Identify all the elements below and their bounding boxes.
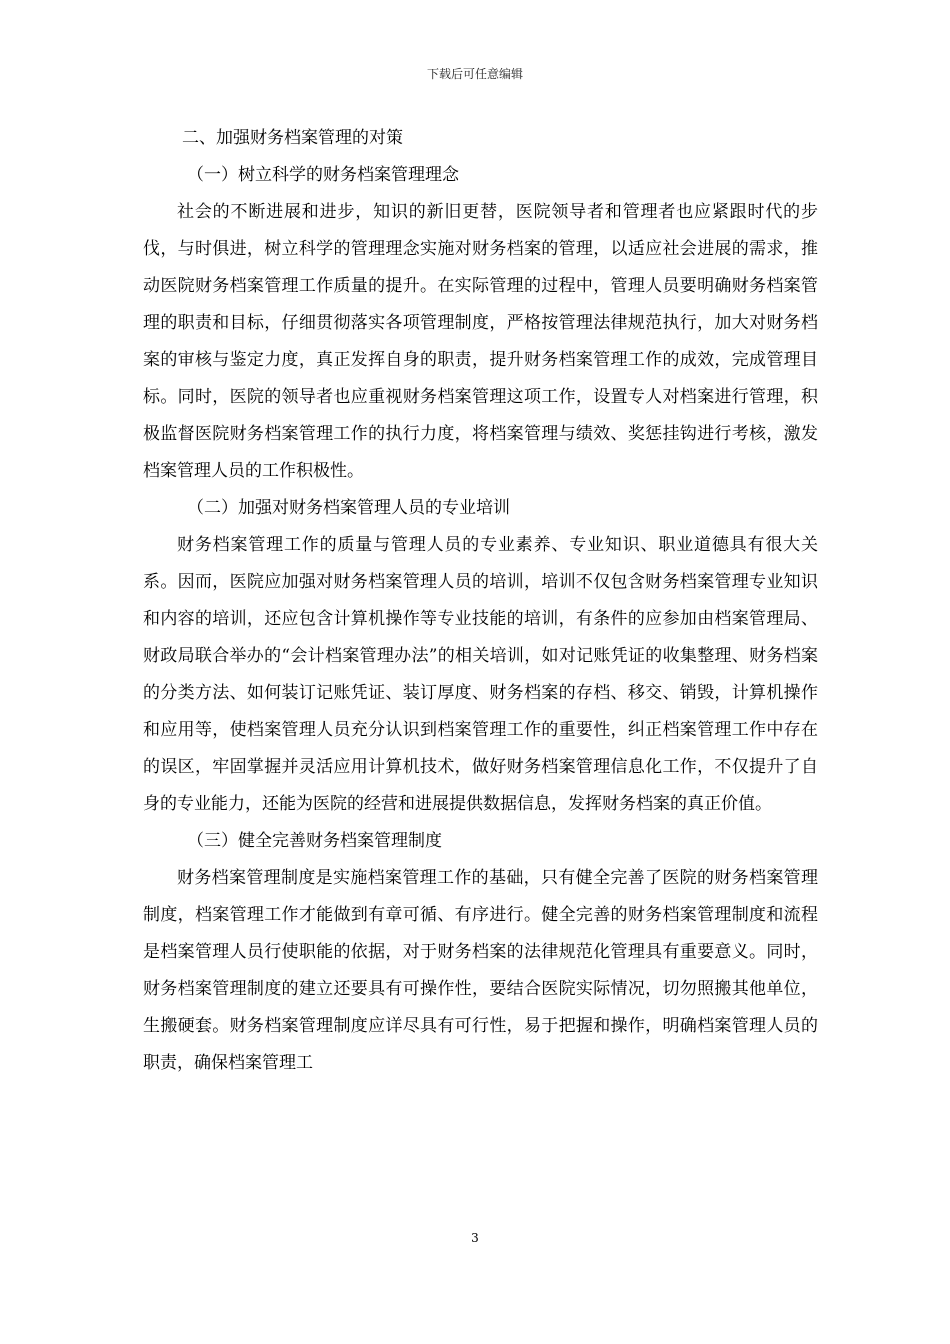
page-number: 3 xyxy=(471,1231,479,1245)
page-header-note: 下载后可任意编辑 xyxy=(426,67,523,81)
paragraph-3: 财务档案管理制度是实施档案管理工作的基础，只有健全完善了医院的财务档案管理制度，档案管理工作才能做到有章可循、有序进行。健全完善的财务档案管理制度和流程是档案管理人员行使职能的依据，对于财务档案的法律规范化管理具有重要意义。同时，财务档案管理制度的建立还要具有可操作性，要结合医院实际情况，切勿照搬其他单位，生搬硬套。财务档案管理制度应详尽具有可行性，易于把握和操作，明确档案管理人员的职责，确保档案管理工 xyxy=(143,868,818,1073)
section-title: 二、加强财务档案管理的对策 xyxy=(182,128,403,148)
paragraph-2: 财务档案管理工作的质量与管理人员的专业素养、专业知识、职业道德具有很大关系。因而，医院应加强对财务档案管理人员的培训，培训不仅包含财务档案管理专业知识和内容的培训，还应包含计算机操作等专业技能的培训，有条件的应参加由档案管理局、财政局联合举办的“会计档案管理办法”的相关培训，如对记账凭证的收集整理、财务档案的分类方法、如何装订记账凭证、装订厚度、财务档案的存档、移交、销毁，计算机操作和应用等，使档案管理人员充分认识到档案管理工作的重要性，纠正档案管理工作中存在的误区，牢固掌握并灵活应用计算机技术，做好财务档案管理信息化工作，不仅提升了自身的专业能力，还能为医院的经营和进展提供数据信息，发挥财务档案的真正价值。 xyxy=(143,535,818,814)
subsection-title-2: （二）加强对财务档案管理人员的专业培训 xyxy=(187,498,510,518)
paragraph-1: 社会的不断进展和进步，知识的新旧更替，医院领导者和管理者也应紧跟时代的步伐，与时俱进，树立科学的管理理念实施对财务档案的管理，以适应社会进展的需求，推动医院财务档案管理工作质量的提升。在实际管理的过程中，管理人员要明确财务档案管理的职责和目标，仔细贯彻落实各项管理制度，严格按管理法律规范执行，加大对财务档案的审核与鉴定力度，真正发挥自身的职责，提升财务档案管理工作的成效，完成管理目标。同时，医院的领导者也应重视财务档案管理这项工作，设置专人对档案进行管理，积极监督医院财务档案管理工作的执行力度，将档案管理与绩效、奖惩挂钩进行考核，激发档案管理人员的工作积极性。 xyxy=(143,202,818,481)
subsection-title-1: （一）树立科学的财务档案管理理念 xyxy=(187,165,459,185)
document-body xyxy=(143,120,818,1082)
subsection-title-3: （三）健全完善财务档案管理制度 xyxy=(187,831,442,851)
